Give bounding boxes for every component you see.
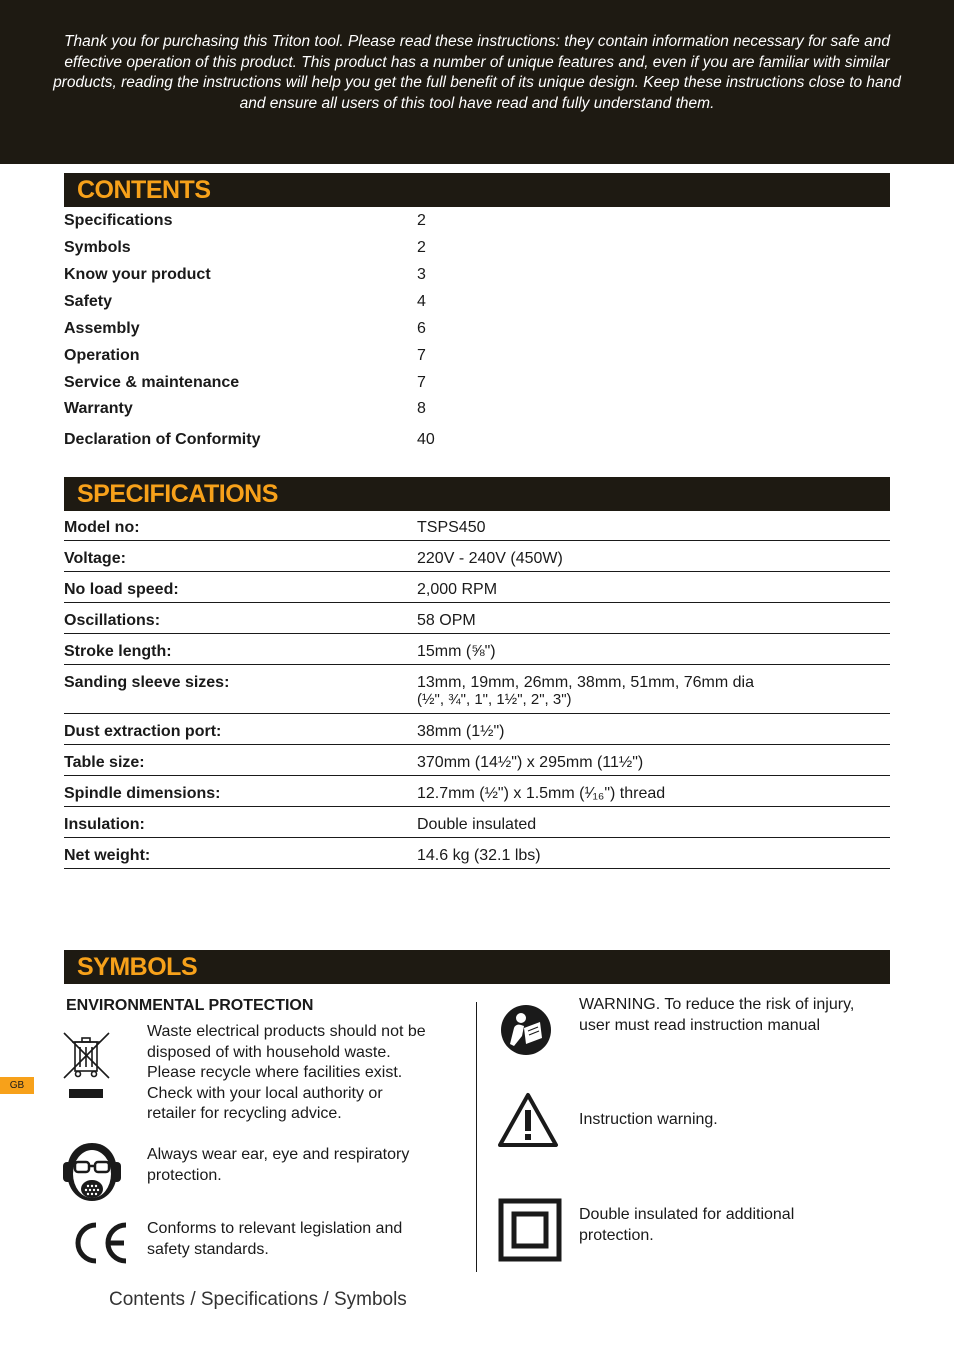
- column-divider: [476, 1002, 477, 1272]
- spec-value-imperial: (½", ¾", 1", 1½", 2", 3"): [417, 691, 572, 708]
- toc-row: [64, 212, 890, 232]
- specifications-header: [64, 477, 890, 511]
- spec-row: [64, 847, 890, 869]
- toc-row: [64, 293, 890, 313]
- specifications-title: SPECIFICATIONS: [77, 480, 278, 508]
- toc-label: Operation: [64, 347, 140, 364]
- ce-text: Conforms to relevant legislation and safety standards.: [147, 1220, 403, 1258]
- toc-row: [64, 239, 890, 259]
- toc-label: Specifications: [64, 212, 173, 229]
- spec-label: Sanding sleeve sizes:: [64, 674, 230, 691]
- toc-page: 40: [417, 431, 435, 448]
- warning-triangle-icon: [497, 1092, 559, 1148]
- spec-row: [64, 643, 890, 665]
- ear-eye-respiratory-protection-icon: [62, 1140, 122, 1204]
- toc-page: 7: [417, 374, 426, 391]
- spec-value: 14.6 kg (32.1 lbs): [417, 847, 541, 864]
- spec-value: 13mm, 19mm, 26mm, 38mm, 51mm, 76mm dia: [417, 674, 754, 691]
- spec-label: Stroke length:: [64, 643, 172, 660]
- toc-label: Assembly: [64, 320, 140, 337]
- spec-value: 15mm (⅝"): [417, 643, 496, 660]
- spec-label: Spindle dimensions:: [64, 785, 221, 802]
- spec-label: Dust extraction port:: [64, 723, 222, 740]
- spec-row: [64, 754, 890, 776]
- toc-page: 2: [417, 239, 426, 256]
- toc-row: [64, 400, 890, 420]
- spec-label: No load speed:: [64, 581, 179, 598]
- double-insulated-icon: [498, 1198, 562, 1262]
- toc-page: 2: [417, 212, 426, 229]
- symbols-header: [64, 950, 890, 984]
- instruction-warning-text: Instruction warning.: [579, 1111, 718, 1128]
- spec-row: [64, 550, 890, 572]
- toc-label: Safety: [64, 293, 113, 310]
- weee-text: Waste electrical products should not be disposed of with household waste. Please recycle where facilities exist. Check with your local authority or retailer for recycling advice.: [147, 1023, 426, 1122]
- spec-row: [64, 785, 890, 807]
- environmental-protection-heading: ENVIRONMENTAL PROTECTION: [66, 997, 314, 1014]
- spec-label: Table size:: [64, 754, 145, 771]
- toc-row: [64, 374, 890, 394]
- toc-label: Know your product: [64, 266, 211, 283]
- intro-banner: [0, 0, 954, 164]
- toc-label: Warranty: [64, 400, 133, 417]
- spec-label: Voltage:: [64, 550, 126, 567]
- spec-value: 370mm (14½") x 295mm (11½"): [417, 754, 644, 771]
- spec-value: 2,000 RPM: [417, 581, 498, 598]
- toc-page: 8: [417, 400, 426, 417]
- spec-label: Insulation:: [64, 816, 145, 833]
- spec-value: TSPS450: [417, 519, 486, 536]
- toc-page: 4: [417, 293, 426, 310]
- spec-row: [64, 816, 890, 838]
- wheelie-bin-crossed-icon: [61, 1030, 113, 1100]
- toc-label: Symbols: [64, 239, 131, 256]
- toc-label: Service & maintenance: [64, 374, 240, 391]
- spec-row: [64, 581, 890, 603]
- toc-row: [64, 320, 890, 340]
- spec-value: 58 OPM: [417, 612, 476, 629]
- ppe-text: Always wear ear, eye and respiratory protection.: [147, 1146, 410, 1184]
- spec-value: Double insulated: [417, 816, 537, 833]
- spec-label: Net weight:: [64, 847, 151, 864]
- spec-label: Oscillations:: [64, 612, 161, 629]
- spec-row: [64, 674, 890, 714]
- language-tab: GB: [0, 1077, 34, 1094]
- spec-value: 220V - 240V (450W): [417, 550, 563, 567]
- toc-page: 7: [417, 347, 426, 364]
- spec-value: 38mm (1½"): [417, 723, 505, 740]
- toc-page: 3: [417, 266, 426, 283]
- spec-row: [64, 723, 890, 745]
- double-insulated-text: Double insulated for additional protection.: [579, 1206, 795, 1244]
- spec-row: [64, 519, 890, 541]
- read-manual-icon: [500, 1004, 552, 1056]
- page-footer: Contents / Specifications / Symbols: [109, 1289, 407, 1310]
- spec-row: [64, 612, 890, 634]
- intro-text: Thank you for purchasing this Triton tool. Please read these instructions: they contain information necessary for safe and effective operation of this product. This product has a number of unique features and, even if you are familiar with similar products, reading the instructions will help you get the full benefit of its unique design. Keep these instructions close to hand and ensure all users of this tool have read and fully understand them.: [53, 33, 901, 112]
- spec-value: 12.7mm (½") x 1.5mm (¹⁄₁₆") thread: [417, 785, 666, 802]
- symbols-title: SYMBOLS: [77, 953, 198, 981]
- toc-label: Declaration of Conformity: [64, 431, 261, 448]
- toc-page: 6: [417, 320, 426, 337]
- ce-mark-icon: [70, 1219, 132, 1267]
- toc-row: [64, 431, 890, 451]
- contents-title: CONTENTS: [77, 176, 211, 204]
- toc-row: [64, 347, 890, 367]
- contents-header: [64, 173, 890, 207]
- toc-row: [64, 266, 890, 286]
- read-manual-text: WARNING. To reduce the risk of injury, user must read instruction manual: [579, 996, 855, 1034]
- spec-label: Model no:: [64, 519, 140, 536]
